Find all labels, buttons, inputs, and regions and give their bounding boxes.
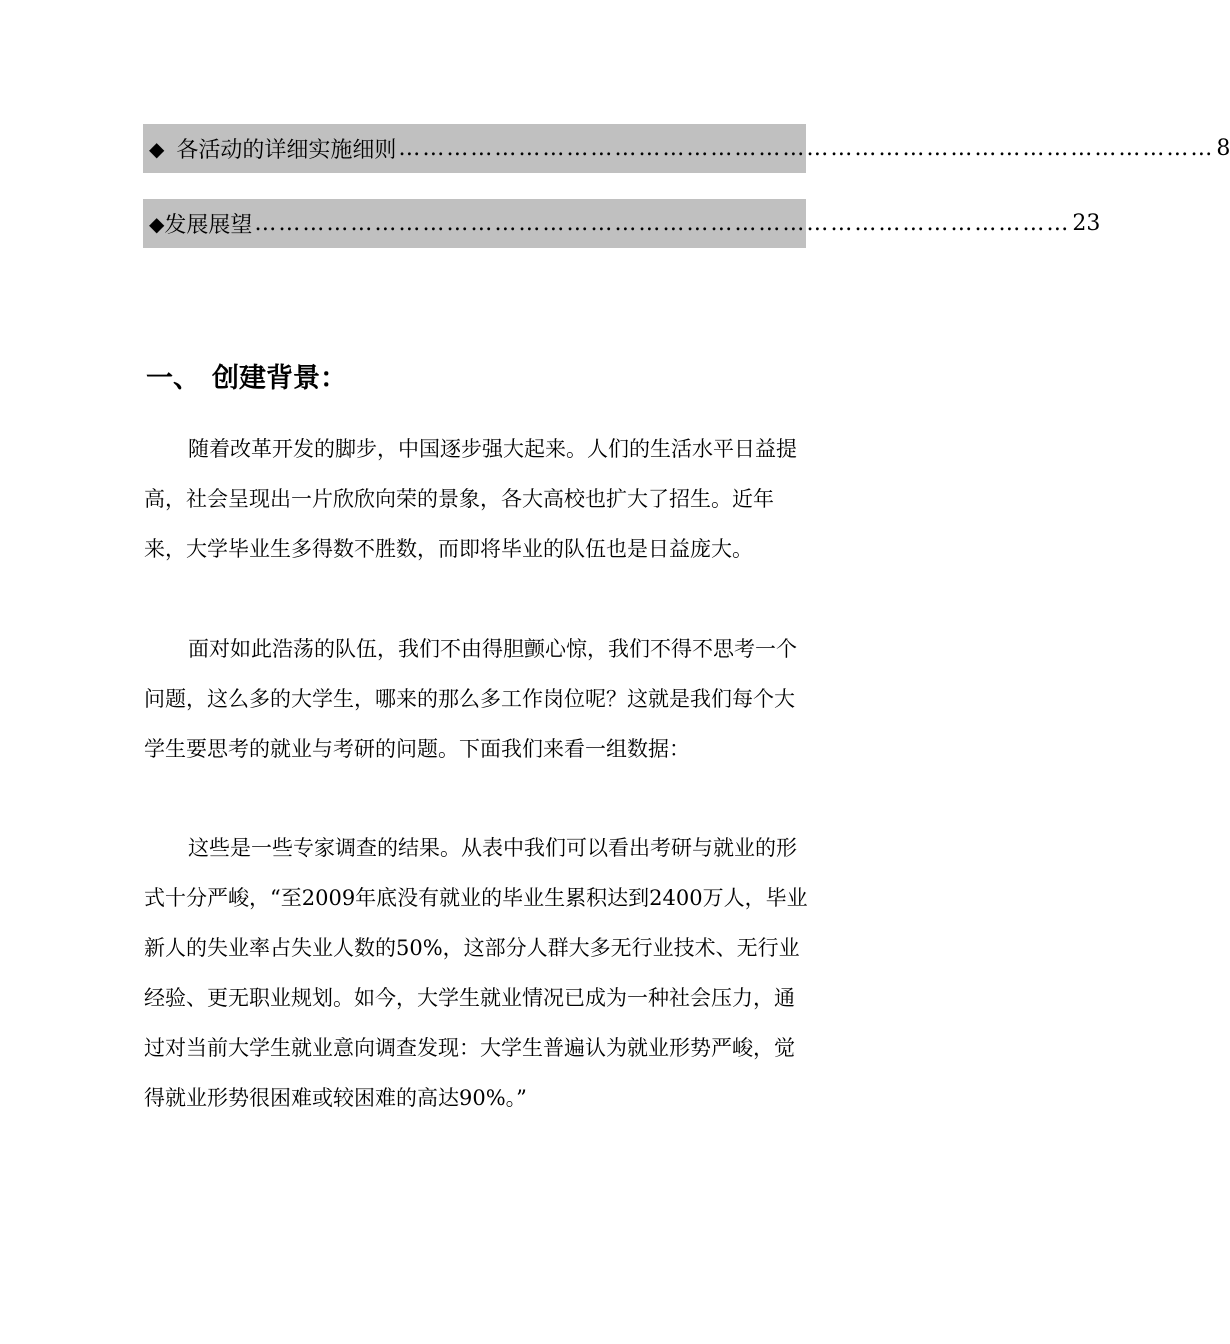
section-number: 一、 [146, 363, 200, 394]
dot-leader: ………………………………………………………………………………………… [254, 211, 1071, 236]
toc-entry-title: 各活动的详细实施细则 [176, 138, 397, 163]
toc-entry-title: 发展展望 [164, 213, 253, 238]
toc-entry-outlook[interactable] [143, 199, 1101, 248]
toc-page-number: 8 [1216, 136, 1230, 161]
toc-page-number: 23 [1072, 211, 1101, 236]
dot-leader: ………………………………………………………………………………………… [398, 136, 1215, 161]
paragraph-background-1: 随着改革开发的脚步，中国逐步强大起来。人们的生活水平日益提高，社会呈现出一片欣欣向荣的景象，各大高校也扩大了招生。近年来，大学毕业生多得数不胜数，而即将毕业的队伍也是日益庞大。 [144, 437, 797, 561]
diamond-bullet-icon: ◆ [149, 211, 165, 236]
paragraph-background-2: 面对如此浩荡的队伍，我们不由得胆颤心惊，我们不得不思考一个问题，这么多的大学生，哪来的那么多工作岗位呢？这就是我们每个大学生要思考的就业与考研的问题。下面我们来看一组数据： [144, 637, 797, 761]
paragraph-survey-results: 这些是一些专家调查的结果。从表中我们可以看出考研与就业的形式十分严峻，“至2009年底没有就业的毕业生累积达到2400万人，毕业新人的失业率占失业人数的50%，这部分人群大多无行业技术、无行业经验、更无职业规划。如今，大学生就业情况已成为一种社会压力，通过对当前大学生就业意向调查发现：大学生普遍认为就业形势严峻，觉得就业形势很困难或较困难的高达90%。” [144, 836, 808, 1110]
section-title: 创建背景： [212, 363, 347, 394]
diamond-bullet-icon: ◆ [149, 136, 165, 161]
section-heading [146, 356, 347, 395]
toc-entry-activities[interactable] [143, 124, 1230, 173]
